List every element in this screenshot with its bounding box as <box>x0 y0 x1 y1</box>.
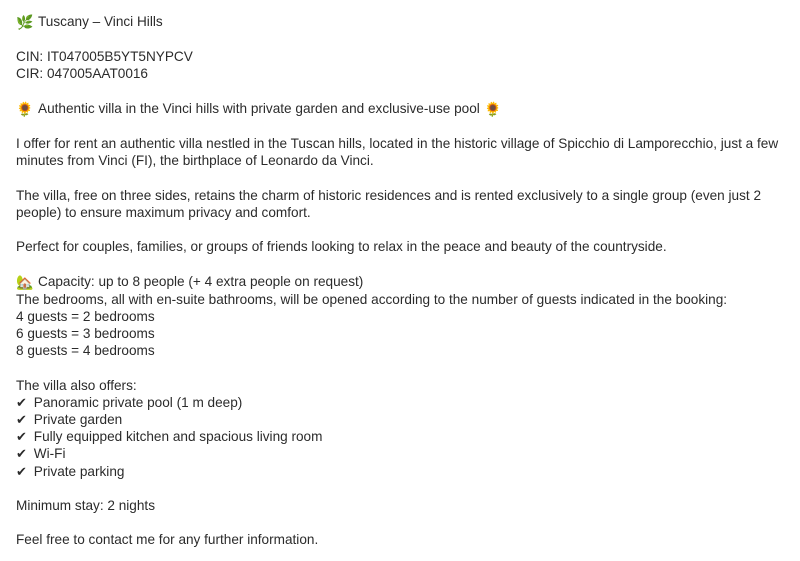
check-mark-icon: ✔ <box>16 463 27 479</box>
guest-bedroom-row: 8 guests = 4 bedrooms <box>16 343 155 359</box>
bedrooms-note: The bedrooms, all with en-suite bathrooms, will be opened according to the number of guests indicated in the booking: <box>16 291 728 307</box>
listing-title <box>16 13 782 31</box>
cin-code: CIN: IT047005B5YT5NYPCV <box>16 49 193 65</box>
herb-leaf-icon: 🌿 <box>16 14 34 30</box>
amenity-label: Fully equipped kitchen and spacious living room <box>33 429 323 445</box>
headline-block <box>16 100 782 118</box>
amenity-label: Panoramic private pool (1 m deep) <box>33 394 243 410</box>
listing-title-text: Tuscany – Vinci Hills <box>38 14 163 29</box>
cir-code: CIR: 047005AAT0016 <box>16 66 148 82</box>
headline <box>16 100 782 118</box>
registration-codes <box>16 48 782 82</box>
check-mark-icon: ✔ <box>16 446 27 462</box>
headline-text: Authentic villa in the Vinci hills with private garden and exclusive-use pool <box>38 100 480 116</box>
guest-bedroom-row: 4 guests = 2 bedrooms <box>16 308 155 324</box>
amenity-item <box>16 445 782 462</box>
guest-bedroom-row: 6 guests = 3 bedrooms <box>16 325 155 341</box>
amenities-section <box>16 377 782 480</box>
amenity-item <box>16 463 782 480</box>
amenities-heading: The villa also offers: <box>16 377 137 393</box>
check-mark-icon: ✔ <box>16 394 27 410</box>
amenity-label: Wi-Fi <box>33 446 66 462</box>
amenity-item <box>16 394 782 411</box>
amenity-label: Private garden <box>33 411 123 427</box>
check-mark-icon: ✔ <box>16 429 27 445</box>
amenity-label: Private parking <box>33 463 125 479</box>
sunflower-icon: 🌻 <box>16 100 34 117</box>
minimum-stay: Minimum stay: 2 nights <box>16 497 156 513</box>
capacity-section <box>16 273 782 360</box>
perfect-for-paragraph: Perfect for couples, families, or groups of friends looking to relax in the peace and beauty of the countryside. <box>16 239 667 255</box>
closing-line: Feel free to contact me for any further information. <box>16 532 319 548</box>
sunflower-icon: 🌻 <box>484 100 502 117</box>
intro-paragraph: I offer for rent an authentic villa nestled in the Tuscan hills, located in the historic village of Spicchio di Lamporecchio, just a few minutes from Vinci (FI), the birthplace of Leonardo da Vinci. <box>16 135 779 169</box>
title-block <box>16 13 782 31</box>
house-with-garden-icon: 🏡 <box>16 273 34 290</box>
amenity-item <box>16 428 782 445</box>
capacity-heading-text: Capacity: up to 8 people (+ 4 extra people on request) <box>38 273 364 289</box>
capacity-heading <box>16 273 782 291</box>
amenity-item <box>16 411 782 428</box>
check-mark-icon: ✔ <box>16 411 27 427</box>
privacy-paragraph: The villa, free on three sides, retains the charm of historic residences and is rented exclusively to a single group (even just 2 people) to ensure maximum privacy and comfort. <box>16 187 762 220</box>
